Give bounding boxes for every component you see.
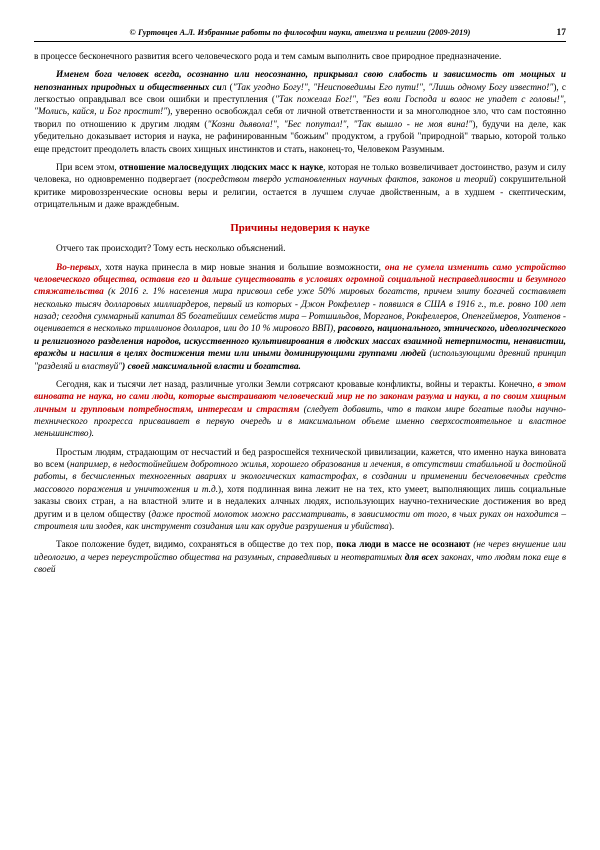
- paragraph-5: [34, 262, 566, 373]
- paragraph-2-text-c: ), уверенно освобождал себя от личной ответственности и за многолюдное зло, что сам постоянно творил по отношению к другим людям (: [34, 107, 566, 130]
- paragraph-7-text-c: ).: [388, 521, 395, 532]
- paragraph-2-text-b: ), с легкостью оправдывал все свои ошибки и преступления (: [34, 82, 566, 106]
- paragraph-3-parenthetical: посредством твердо установленных научных фактов, законов и теорий: [197, 175, 494, 186]
- paragraph-5-emphasis-1: она не сумела изменить само устройство человеческого общества, оставив его и дальше существовать в условиях огромной социальной несправедливости и безумного стяжательства: [34, 262, 566, 298]
- page-header: [34, 28, 566, 42]
- paragraph-6-parenthetical: (следует добавить, что в таком мире богатые плоды научно-технического прогресса присваивает в первую очередь и в максимальном объеме именно сверхсостоятельное и властное меньшинство).: [34, 404, 566, 440]
- paragraph-7-text-a: Простым людям, страдающим от несчастий и бед разросшейся технической цивилизации, кажется, что именно наука виновата во всем (: [34, 447, 566, 471]
- paragraph-2: [34, 69, 566, 156]
- paragraph-1-text: в процессе бесконечного развития всего человеческого рода и тем самым выполнить свое природное предназначение.: [34, 52, 502, 62]
- paragraph-3: [34, 162, 566, 211]
- paragraph-7-text-b: ), хотя подлинная вина лежит не на тех, кто умеет, выполняющих лишь социальные заказы своих стран, а на властной элите и в недалеких алчных людях, использующих научно-технические достижения во вред другим и в целом обществу (: [34, 484, 566, 520]
- paragraph-8-emphasis: пока люди в массе не осознают: [336, 540, 471, 551]
- paragraph-4-text: Отчего так происходит? Тому есть несколько объяснений.: [56, 244, 286, 255]
- paragraph-2-lead: Именем бога человек всегда, осознанно или неосознанно, прикрывал свою слабость и зависимость от мощных и непознанных природных и общественных си: [34, 70, 566, 93]
- paragraph-2-text-d: ), будучи на деле, как убедительно доказывает история и наука, не рафинированным "божьим" продуктом, а грубой "природной" тварью, которой только еще предстоит преодолеть власть своих хищных инстинктов и стать, наконец-то, Человеком Разумным.: [34, 119, 566, 155]
- paragraph-3-text-c: ) сокрушительной критике мировоззренческие основы веры и религии, остается в лучшем случае двойственным, а в худшем - скептическим, отрицательным и даже враждебным.: [34, 175, 566, 210]
- paragraph-6-emphasis: в этом виновата не наука, но сами люди, которые выстраивают человеческий мир не по законам разума и науки, а по своим хищным личным и групповым потребностям, интересам и страстям: [34, 379, 566, 415]
- paragraph-6: [34, 379, 566, 441]
- paragraph-2-text-a: л (: [221, 82, 233, 93]
- paragraph-6-text-a: Сегодня, как и тысячи лет назад, различные уголки Земли сотрясают кровавые конфликты, войны и теракты. Конечно,: [56, 379, 538, 390]
- paragraph-2-quote-2: "Так пожелал Бог!", "Без воли Господа и волос не упадет с головы!", "Молись, кайся, и Бог простит!": [34, 95, 566, 118]
- paragraph-5-parenthetical-2: (использующими древний принцип "разделяй и властвуй": [34, 349, 566, 372]
- paragraph-5-marker: Во-первых: [56, 262, 100, 273]
- paragraph-5-text-a: , хотя наука принесла в мир новые знания и большие возможности,: [99, 262, 385, 273]
- paragraph-8-parenthetical-a: (не через внушение или идеологию, а через переустройство общества на разумных, справедливых и неотвратимых: [34, 540, 566, 563]
- paragraph-5-emphasis-3: ) своей максимальной власти и богатства.: [122, 361, 301, 372]
- paragraph-3-text-b: , которая не только возвеличивает достоинство, разум и силу человека, но одновременно подвергает (: [34, 162, 566, 186]
- paragraph-3-emphasis: отношение малосведущих людских масс к науке: [119, 162, 324, 173]
- paragraph-7-parenthetical-1: например, в недостойнейшем добротного жилья, хорошего образования и лечения, в отсутствии стабильной и достойной работы, в бесчисленных техногенных авариях и экологических катастрофах, в создании и применении бесчеловечных средств массового поражения и уничтожения и т.д.: [34, 460, 566, 495]
- paragraph-1: [34, 51, 566, 63]
- section-heading: Причины недоверия к науке: [230, 222, 370, 235]
- paragraph-4: [34, 243, 566, 255]
- paragraph-8-parenthetical-b: законах, что людям пока еще в своей: [34, 552, 567, 575]
- paragraph-8-text-a: Такое положение будет, видимо, сохраняться в обществе до тех пор,: [56, 540, 337, 551]
- paragraph-2-quote-3: "Козни дьявола!", "Бес попутал!", "Так вышло - не моя вина!": [207, 119, 473, 130]
- page-number: 17: [556, 28, 566, 38]
- paragraph-8-emphasis-2: для всех: [404, 552, 439, 563]
- paragraph-5-emphasis-2: расового, национального, этнического, идеологического и религиозного разделения народов, искусственного культивирования в людских массах взаимной нетерпимости, ненавистии, вражды и насилия в целях достижения теми или иными доминирующими группами людей: [34, 324, 566, 360]
- header-title: © Гуртовцев А.Л. Избранные работы по философии науки, атеизма и религии (2009-2019): [129, 28, 471, 37]
- paragraph-2-quote-1: "Так угодно Богу!", "Неисповедимы Его пути!", "Лишь одному Богу известно!": [232, 82, 554, 93]
- paragraph-7-parenthetical-2: даже простой молоток можно рассматривать, в зависимости от того, в чьих руках он находится – строителя или злодея, как инструмент созидания или как орудие разрушения и убийства: [34, 509, 566, 532]
- paragraph-7: [34, 447, 566, 534]
- paragraph-8: [34, 539, 566, 576]
- paragraph-5-parenthetical-1: (к 2016 г. 1% населения мира присвоил себе уже 50% мировых богатств, причем элиту богачей составляет несколько тысяч долларовых миллиардеров, первый из которых - Джон Рокфеллер - появился в США в 1916 г., т.е. ровно 100 лет назад; сегодня суммарный капитал 85 богатейших семейств мира – Ротшильдов, Морганов, Рокфеллеров, Опенгеймеров, Уолтенов - оценивается в несколько триллионов долларов, или до 10 % мирового ВВП),: [34, 287, 566, 335]
- paragraph-3-text-a: При всем этом,: [56, 162, 120, 173]
